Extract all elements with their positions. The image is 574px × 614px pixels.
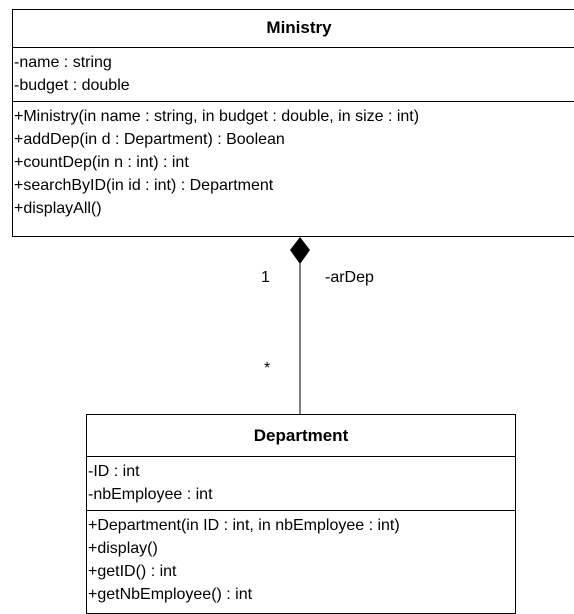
attributes-compartment [87,457,515,511]
operation: +countDep(in n : int) : int [14,154,189,171]
target-multiplicity: * [264,360,271,377]
operation: +display() [88,540,158,557]
operation: +getID() : int [88,563,177,580]
source-multiplicity: 1 [261,269,270,286]
ministry-class[interactable] [12,9,574,237]
operations-compartment [13,102,574,220]
attributes-compartment [13,48,574,102]
class-name: Department [87,415,515,457]
attribute: -name : string [14,54,112,71]
operation: +getNbEmployee() : int [88,586,253,603]
attribute: -nbEmployee : int [88,486,213,503]
operation: +addDep(in d : Department) : Boolean [14,131,285,148]
association-role: -arDep [325,269,374,286]
operation: +Department(in ID : int, in nbEmployee : int) [88,517,400,534]
operation: +displayAll() [14,200,102,217]
class-name: Ministry [13,10,574,48]
operation: +Ministry(in name : string, in budget : double, in size : int) [14,108,420,125]
attribute: -budget : double [14,77,130,94]
attribute: -ID : int [88,463,140,480]
operations-compartment [87,511,515,606]
composition-diamond-icon [290,237,310,264]
operation: +searchByID(in id : int) : Department [14,177,274,194]
department-class[interactable] [86,414,516,614]
